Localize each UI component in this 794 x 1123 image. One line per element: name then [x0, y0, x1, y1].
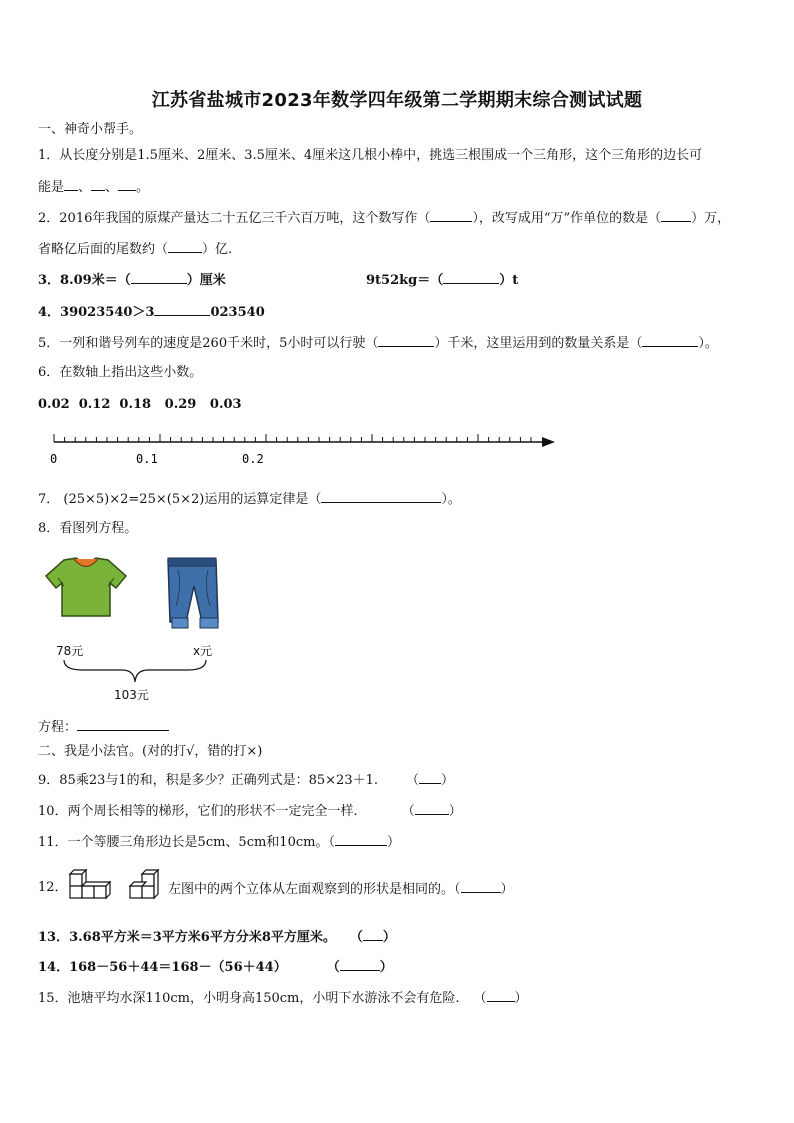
answer-blank[interactable]: [443, 270, 499, 284]
answer-blank[interactable]: [461, 879, 501, 893]
answer-blank[interactable]: [363, 927, 383, 941]
curly-brace: [60, 658, 210, 686]
question-6-numbers: 0.02 0.12 0.18 0.29 0.03: [38, 397, 242, 412]
tick-label: 0.2: [242, 452, 264, 466]
question-12-number: 12．: [38, 880, 68, 895]
answer-blank[interactable]: [168, 239, 202, 253]
number-line[interactable]: [40, 426, 600, 470]
answer-blank[interactable]: [487, 988, 515, 1002]
answer-blank[interactable]: [118, 177, 136, 191]
question-10: 10．两个周长相等的梯形，它们的形状不一定完全一样. （ ）: [38, 801, 462, 821]
answer-blank[interactable]: [154, 302, 210, 316]
answer-blank[interactable]: [321, 489, 441, 503]
question-7: 7． (25×5)×2=25×(5×2)运用的运算定律是（ ）。: [38, 489, 461, 509]
equation-line: 方程：: [38, 717, 169, 737]
answer-blank[interactable]: [661, 208, 691, 222]
answer-blank[interactable]: [378, 333, 434, 347]
page-title: 江苏省盐城市2023年数学四年级第二学期期末综合测试试题: [151, 90, 643, 111]
answer-blank[interactable]: [340, 957, 380, 971]
question-3-part-b: 9t52kg＝（ ）t: [366, 270, 518, 290]
total-price: 103元: [114, 688, 149, 702]
answer-blank[interactable]: [131, 270, 187, 284]
equation-blank[interactable]: [77, 717, 169, 731]
question-13: 13．3.68平方米＝3平方米6平方分米8平方厘米。 （ ）: [38, 927, 396, 947]
section-1-heading: 一、神奇小帮手。: [38, 122, 143, 137]
question-15: 15．池塘平均水深110cm，小明身高150cm，小明下水游泳不会有危险. （ ）: [38, 988, 528, 1008]
pants-price: x元: [193, 644, 213, 658]
question-3-part-a: 3．8.09米＝（ ）厘米: [38, 270, 226, 290]
arrow-right-icon: [542, 437, 555, 447]
question-8: 8．看图列方程。: [38, 521, 138, 536]
question-1-line-2: 能是 、 、 。: [38, 177, 149, 197]
cube-stack-icon: [68, 866, 164, 904]
answer-blank[interactable]: [415, 801, 449, 815]
question-5: 5．一列和谐号列车的速度是260千米时，5小时可以行驶（ ）千米，这里运用到的数量关系是（ ）。: [38, 333, 718, 353]
tshirt-icon: [44, 556, 128, 618]
tick-label: 0: [50, 452, 58, 466]
question-4: 4．39023540＞3 023540: [38, 302, 265, 322]
question-1-line-1: 1．从长度分别是1.5厘米、2厘米、3.5厘米、4厘米这几根小棒中，挑选三根围成一个三角形，这个三角形的边长可: [38, 148, 703, 163]
answer-blank[interactable]: [335, 832, 387, 846]
question-2-line-1: 2．2016年我国的原煤产量达二十五亿三千六百万吨，这个数写作（ ），改写成用“万”作单位的数是（ ）万，: [38, 208, 730, 228]
tick-label: 0.1: [136, 452, 158, 466]
answer-blank[interactable]: [642, 333, 698, 347]
answer-blank[interactable]: [64, 177, 78, 191]
jeans-icon: [162, 556, 224, 630]
question-2-line-2: 省略亿后面的尾数约（ ）亿.: [38, 239, 232, 259]
question-14: 14．168－56＋44＝168－（56＋44） （ ）: [38, 957, 393, 977]
question-11: 11．一个等腰三角形边长是5cm、5cm和10cm。（ ）: [38, 832, 400, 852]
shirt-price: 78元: [56, 644, 84, 658]
question-12: 左图中的两个立体从左面观察到的形状是相同的。（ ）: [168, 879, 514, 899]
answer-blank[interactable]: [419, 770, 441, 784]
answer-blank[interactable]: [91, 177, 105, 191]
question-6: 6．在数轴上指出这些小数。: [38, 365, 203, 380]
answer-blank[interactable]: [430, 208, 472, 222]
question-9: 9．85乘23与1的和，积是多少？正确列式是：85×23＋1. （ ）: [38, 770, 454, 790]
section-2-heading: 二、我是小法官。(对的打√，错的打×): [38, 744, 263, 759]
